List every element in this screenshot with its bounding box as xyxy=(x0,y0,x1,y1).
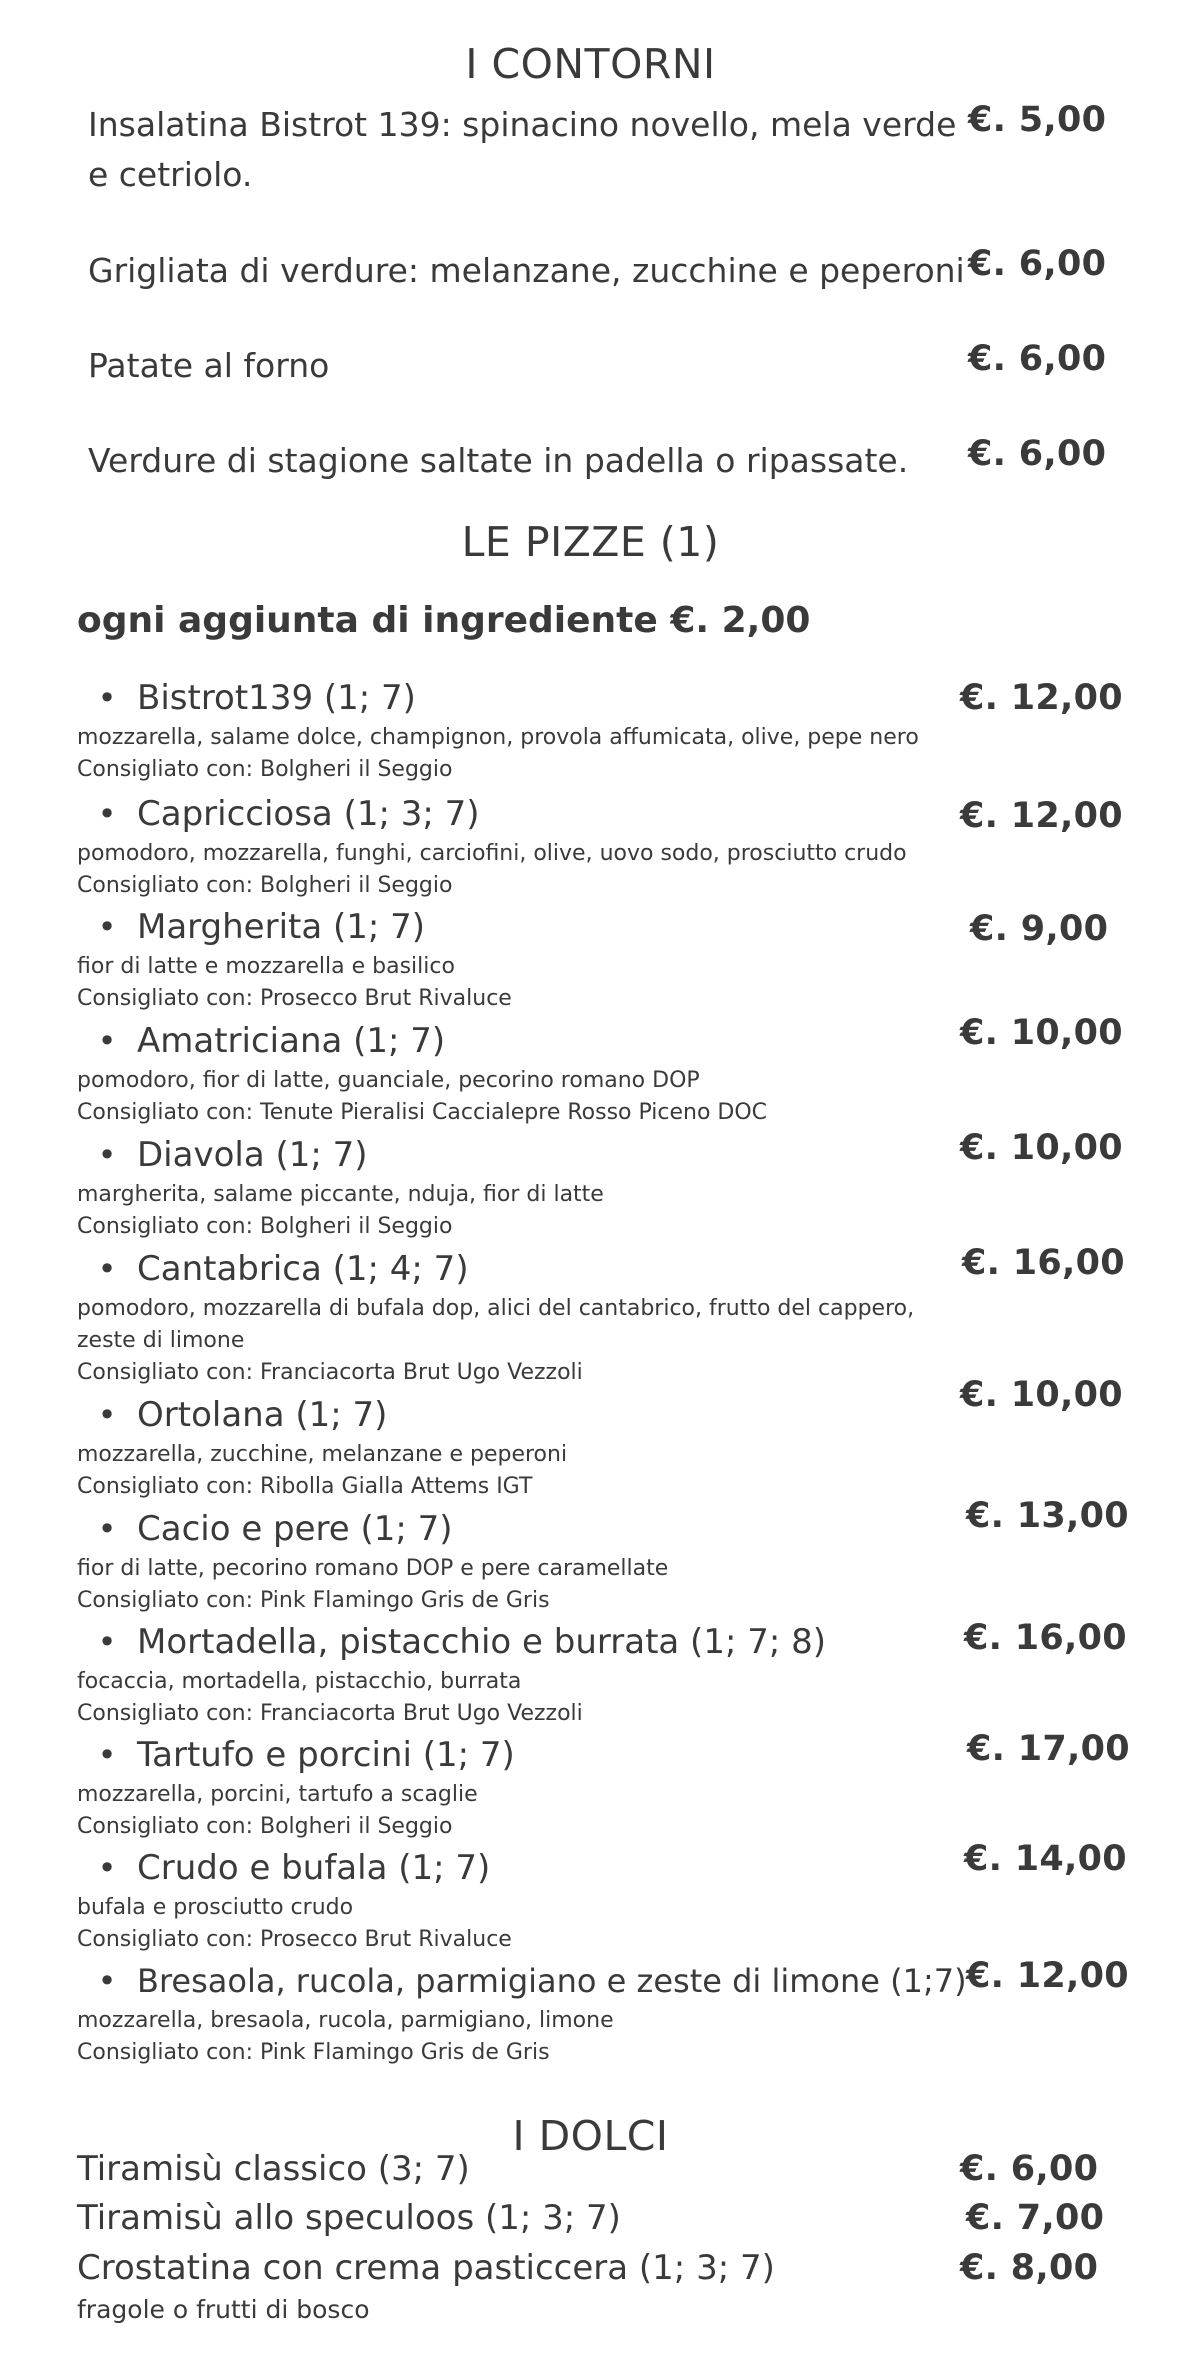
contorni-title: I CONTORNI xyxy=(465,40,716,88)
pizza-description: fior di latte, pecorino romano DOP e pere caramellate xyxy=(77,1556,669,1581)
dessert-price-1: €. 6,00 xyxy=(960,2149,1099,2189)
dessert-name-3: Crostatina con crema pasticcera (1; 3; 7) xyxy=(77,2248,775,2288)
pizza-name: Margherita (1; 7) xyxy=(137,907,426,947)
pizza-description: bufala e prosciutto crudo xyxy=(77,1895,354,1920)
pizza-price-7: €. 10,00 xyxy=(960,1375,1123,1415)
pizza-description: pomodoro, mozzarella di bufala dop, alici del cantabrico, frutto del cappero, zeste di limone xyxy=(77,1296,915,1353)
pizza-price-10: €. 17,00 xyxy=(967,1729,1130,1769)
contorno-name-3: Patate al forno xyxy=(88,346,330,385)
pizza-name: Crudo e bufala (1; 7) xyxy=(137,1848,491,1888)
dessert-price-3: €. 8,00 xyxy=(960,2248,1099,2288)
pizza-pairing: Consigliato con: Prosecco Brut Rivaluce xyxy=(77,986,512,1011)
pizza-name: Tartufo e porcini (1; 7) xyxy=(137,1735,515,1775)
pizza-price-12: €. 12,00 xyxy=(966,1956,1129,1996)
dolci-title: I DOLCI xyxy=(512,2112,669,2160)
pizza-price-11: €. 14,00 xyxy=(964,1839,1127,1879)
pizza-description: pomodoro, mozzarella, funghi, carciofini, olive, uovo sodo, prosciutto crudo xyxy=(77,841,907,866)
contorno-price-3: €. 6,00 xyxy=(968,339,1107,379)
bullet-icon: • xyxy=(97,1962,117,2000)
pizza-price-1: €. 12,00 xyxy=(960,678,1123,718)
pizza-name: Ortolana (1; 7) xyxy=(137,1395,388,1435)
pizza-description: margherita, salame piccante, nduja, fior di latte xyxy=(77,1182,604,1207)
pizza-price-5: €. 10,00 xyxy=(960,1128,1123,1168)
pizza-name: Bresaola, rucola, parmigiano e zeste di limone (1;7) xyxy=(137,1962,967,2000)
bullet-icon: • xyxy=(97,1396,117,1434)
bullet-icon: • xyxy=(97,1136,117,1174)
bullet-icon: • xyxy=(97,1736,117,1774)
pizza-name: Cantabrica (1; 4; 7) xyxy=(137,1249,469,1289)
bullet-icon: • xyxy=(97,908,117,946)
pizza-price-8: €. 13,00 xyxy=(966,1496,1129,1536)
contorno-price-2: €. 6,00 xyxy=(968,244,1107,284)
pizza-pairing: Consigliato con: Ribolla Gialla Attems IGT xyxy=(77,1474,533,1499)
contorno-name-1: Insalatina Bistrot 139: spinacino novello, mela verde e cetriolo. xyxy=(88,105,957,194)
dessert-name-1: Tiramisù classico (3; 7) xyxy=(77,2149,470,2189)
pizze-title: LE PIZZE (1) xyxy=(461,518,720,566)
contorno-name-4: Verdure di stagione saltate in padella o ripassate. xyxy=(88,441,909,480)
pizza-description: pomodoro, fior di latte, guanciale, pecorino romano DOP xyxy=(77,1068,700,1093)
pizza-pairing: Consigliato con: Bolgheri il Seggio xyxy=(77,757,453,782)
pizza-name: Mortadella, pistacchio e burrata (1; 7; 8) xyxy=(137,1622,826,1662)
pizza-pairing: Consigliato con: Bolgheri il Seggio xyxy=(77,873,453,898)
bullet-icon: • xyxy=(97,1250,117,1288)
pizza-name: Bistrot139 (1; 7) xyxy=(137,678,416,718)
pizza-pairing: Consigliato con: Bolgheri il Seggio xyxy=(77,1214,453,1239)
pizza-pairing: Consigliato con: Bolgheri il Seggio xyxy=(77,1814,453,1839)
pizza-price-4: €. 10,00 xyxy=(960,1013,1123,1053)
pizza-description: mozzarella, porcini, tartufo a scaglie xyxy=(77,1782,478,1807)
pizza-name: Amatriciana (1; 7) xyxy=(137,1021,446,1061)
contorno-price-4: €. 6,00 xyxy=(968,434,1107,474)
pizza-pairing: Consigliato con: Pink Flamingo Gris de Gris xyxy=(77,1588,550,1613)
pizza-pairing: Consigliato con: Tenute Pieralisi Caccialepre Rosso Piceno DOC xyxy=(77,1100,768,1125)
pizza-price-6: €. 16,00 xyxy=(962,1243,1125,1283)
dessert-note: fragole o frutti di bosco xyxy=(77,2295,370,2324)
bullet-icon: • xyxy=(97,1022,117,1060)
bullet-icon: • xyxy=(97,679,117,717)
pizza-pairing: Consigliato con: Franciacorta Brut Ugo Vezzoli xyxy=(77,1701,583,1726)
pizza-description: mozzarella, zucchine, melanzane e peperoni xyxy=(77,1442,568,1467)
pizza-name: Diavola (1; 7) xyxy=(137,1135,368,1175)
pizza-pairing: Consigliato con: Franciacorta Brut Ugo Vezzoli xyxy=(77,1360,583,1385)
contorno-name-2: Grigliata di verdure: melanzane, zucchine e peperoni xyxy=(88,251,965,290)
dessert-name-2: Tiramisù allo speculoos (1; 3; 7) xyxy=(77,2198,621,2238)
bullet-icon: • xyxy=(97,795,117,833)
pizza-name: Capricciosa (1; 3; 7) xyxy=(137,794,480,834)
bullet-icon: • xyxy=(97,1510,117,1548)
bullet-icon: • xyxy=(97,1623,117,1661)
contorno-price-1: €. 5,00 xyxy=(968,100,1107,140)
pizza-name: Cacio e pere (1; 7) xyxy=(137,1509,453,1549)
pizza-pairing: Consigliato con: Pink Flamingo Gris de Gris xyxy=(77,2040,550,2065)
pizza-price-2: €. 12,00 xyxy=(960,796,1123,836)
pizza-description: focaccia, mortadella, pistacchio, burrata xyxy=(77,1669,522,1694)
bullet-icon: • xyxy=(97,1849,117,1887)
pizza-price-3: €. 9,00 xyxy=(970,909,1109,949)
pizza-description: fior di latte e mozzarella e basilico xyxy=(77,954,455,979)
pizza-description: mozzarella, bresaola, rucola, parmigiano, limone xyxy=(77,2008,614,2033)
pizza-pairing: Consigliato con: Prosecco Brut Rivaluce xyxy=(77,1927,512,1952)
dessert-price-2: €. 7,00 xyxy=(966,2198,1105,2238)
pizza-price-9: €. 16,00 xyxy=(964,1618,1127,1658)
pizza-description: mozzarella, salame dolce, champignon, provola affumicata, olive, pepe nero xyxy=(77,725,919,750)
pizze-note: ogni aggiunta di ingrediente €. 2,00 xyxy=(77,600,811,641)
